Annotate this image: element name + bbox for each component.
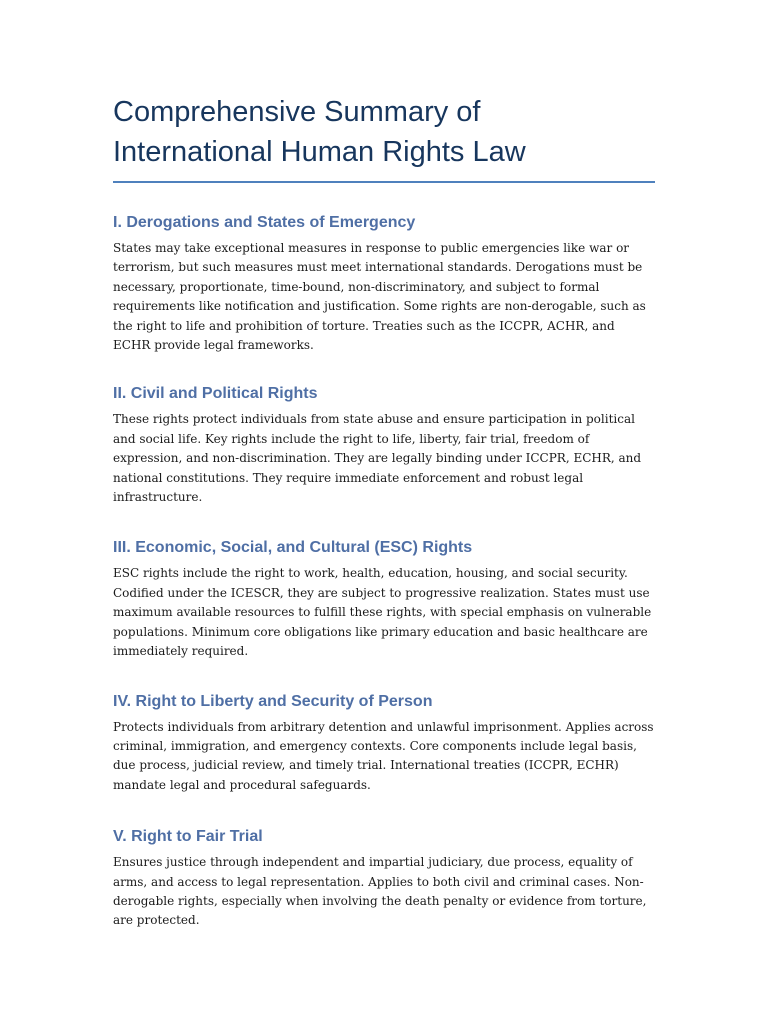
section-liberty-security: [113, 691, 655, 796]
section-body: Ensures justice through independent and impartial judiciary, due process, equality of arms, and access to legal representation. Applies to both civil and criminal cases. Non-derogable rights, especially when involving the death penalty or evidence from torture, are protected.: [113, 855, 647, 928]
document-title: [113, 92, 655, 172]
section-fair-trial: [113, 826, 655, 931]
section-body: ESC rights include the right to work, health, education, housing, and social security. Codified under the ICESCR, they are subject to progressive realization. States must use maximum available resources to fulfill these rights, with special emphasis on vulnerable populations. Minimum core obligations like primary education and basic healthcare are immediately required.: [113, 566, 652, 659]
section-heading: IV. Right to Liberty and Security of Person: [113, 692, 433, 710]
section-heading: III. Economic, Social, and Cultural (ESC) Rights: [113, 539, 473, 557]
document-title-line-2: International Human Rights Law: [113, 136, 526, 168]
document-title-line-1: Comprehensive Summary of: [113, 96, 481, 128]
section-body: Protects individuals from arbitrary detention and unlawful imprisonment. Applies across criminal, immigration, and emergency contexts. Core components include legal basis, due process, judicial review, and timely trial. International treaties (ICCPR, ECHR) mandate legal and procedural safeguards.: [113, 719, 654, 792]
section-body: States may take exceptional measures in response to public emergencies like war or terrorism, but such measures must meet international standards. Derogations must be necessary, proportionate, time-bound, non-discriminatory, and subject to formal requirements like notification and justification. Some rights are non-derogable, such as the right to life and prohibition of torture. Treaties such as the ICCPR, ACHR, and ECHR provide legal frameworks.: [113, 241, 646, 353]
section-civil-political-rights: [113, 383, 655, 507]
document-page: [113, 92, 655, 931]
section-esc-rights: [113, 537, 655, 661]
section-heading: V. Right to Fair Trial: [113, 828, 263, 846]
title-underline-rule: [113, 181, 655, 183]
section-body: These rights protect individuals from state abuse and ensure participation in political and social life. Key rights include the right to life, liberty, fair trial, freedom of expression, and non-discrimination. They are legally binding under ICCPR, ECHR, and national constitutions. They require immediate enforcement and robust legal infrastructure.: [113, 412, 642, 505]
section-heading: II. Civil and Political Rights: [113, 385, 318, 403]
section-heading: I. Derogations and States of Emergency: [113, 214, 416, 231]
section-derogations: [113, 212, 655, 355]
